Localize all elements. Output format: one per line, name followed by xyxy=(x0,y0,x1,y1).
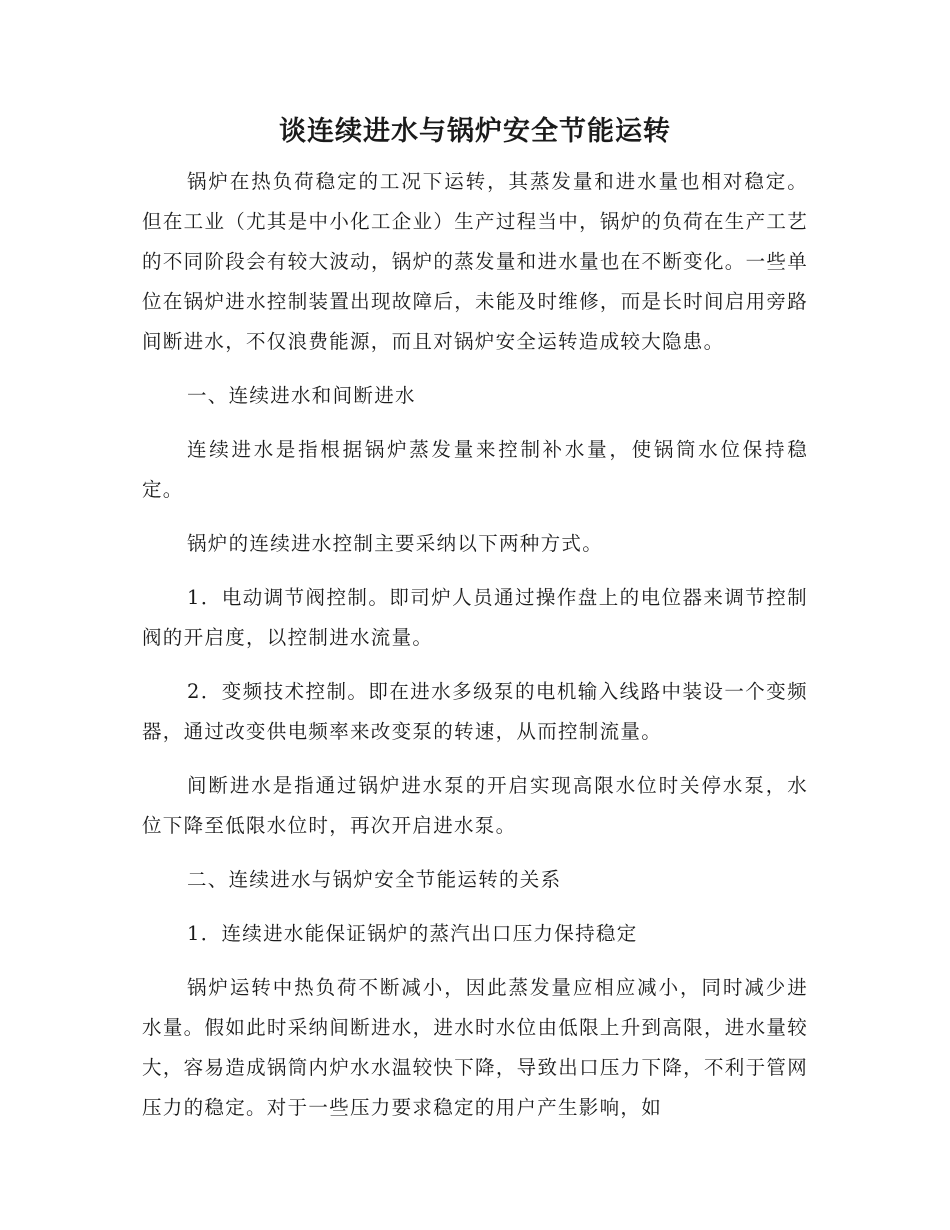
paragraph-continuous-definition: 连续进水是指根据锅炉蒸发量来控制补水量，使锅筒水位保持稳定。 xyxy=(142,438,808,501)
paragraph-intermittent-definition: 间断进水是指通过锅炉进水泵的开启实现高限水位时关停水泵，水位下降至低限水位时，再次开启进水泵。 xyxy=(142,774,808,837)
paragraph-intro: 锅炉在热负荷稳定的工况下运转，其蒸发量和进水量也相对稳定。但在工业（尤其是中小化工企业）生产过程当中，锅炉的负荷在生产工艺的不同阶段会有较大波动，锅炉的蒸发量和进水量也在不断变化。一些单位在锅炉进水控制装置出现故障后，未能及时维修，而是长时间启用旁路间断进水，不仅浪费能源，而且对锅炉安全运转造成较大隐患。 xyxy=(142,170,808,353)
paragraph-gap xyxy=(142,846,808,860)
paragraph-gap xyxy=(142,658,808,672)
paragraph-gap xyxy=(142,362,808,376)
paragraph-gap xyxy=(142,416,808,430)
paragraph-gap xyxy=(142,510,808,524)
section-heading-1: 一、连续进水和间断进水 xyxy=(187,384,416,407)
paragraph-gap xyxy=(142,564,808,578)
document-title: 谈连续进水与锅炉安全节能运转 xyxy=(279,116,671,147)
paragraph-gap xyxy=(142,752,808,766)
paragraph-method-1: 1．电动调节阀控制。即司炉人员通过操作盘上的电位器来调节控制阀的开启度，以控制进水流量。 xyxy=(142,586,808,649)
paragraph-gap xyxy=(142,954,808,968)
document-body xyxy=(142,162,808,1128)
paragraph-method-2: 2．变频技术控制。即在进水多级泵的电机输入线路中装设一个变频器，通过改变供电频率来改变泵的转速，从而控制流量。 xyxy=(142,680,808,743)
paragraph-control-methods: 锅炉的连续进水控制主要采纳以下两种方式。 xyxy=(187,532,604,555)
subsection-heading-1: 1．连续进水能保证锅炉的蒸汽出口压力保持稳定 xyxy=(187,922,638,945)
section-heading-2: 二、连续进水与锅炉安全节能运转的关系 xyxy=(187,868,562,891)
paragraph-pressure-stability: 锅炉运转中热负荷不断减小，因此蒸发量应相应减小，同时减少进水量。假如此时采纳间断进水，进水时水位由低限上升到高限，进水量较大，容易造成锅筒内炉水水温较快下降，导致出口压力下降，不利于管网压力的稳定。对于一些压力要求稳定的用户产生影响，如 xyxy=(142,976,808,1119)
paragraph-gap xyxy=(142,900,808,914)
